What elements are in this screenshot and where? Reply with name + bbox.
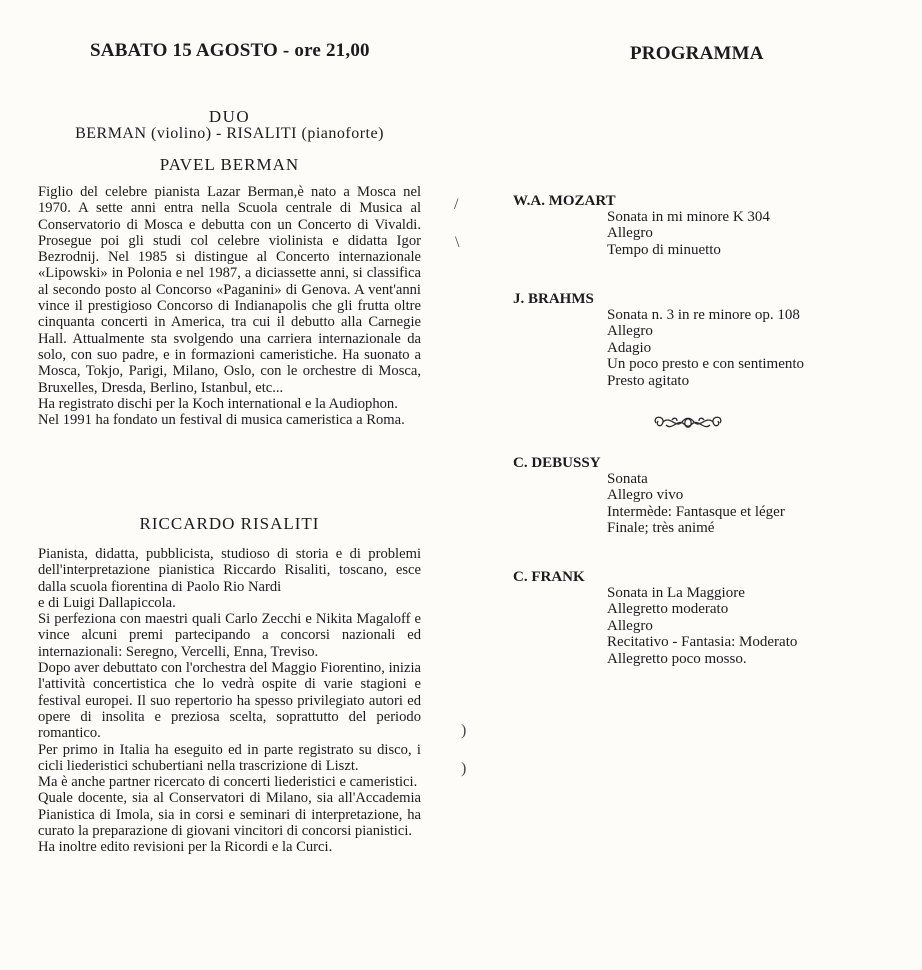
bio-paragraph: Si perfeziona con maestri quali Carlo Zecchi e Nikita Magaloff e vince alcuni premi partecipando a concorsi nazionali ed internazionali: Seregno, Vercelli, Enna, Treviso. [38, 611, 421, 660]
bio-paragraph: Pianista, didatta, pubblicista, studioso di storia e di problemi dell'interpretazione pianistica Riccardo Risaliti, toscano, esce dalla scuola fiorentina di Paolo Rio Nardi [38, 546, 421, 595]
bio-paragraph: Nel 1991 ha fondato un festival di musica cameristica a Roma. [38, 412, 405, 429]
concert-date: SABATO 15 AGOSTO - ore 21,00 [90, 40, 370, 61]
binding-mark: ) [461, 760, 467, 777]
bio-paragraph: Per primo in Italia ha eseguito ed in parte registrato su disco, i cicli liederistici schubertiani nella trascrizione di Liszt. [38, 741, 421, 774]
work-item: Presto agitato [607, 372, 690, 389]
works-debussy [607, 471, 785, 537]
work-item: Allegretto moderato [607, 601, 729, 618]
bio-paragraph: Quale docente, sia al Conservatori di Milano, sia all'Accademia Pianistica di Imola, sia in corsi e seminari di interpretazione, ha curato la preparazione di giovani vincitori di concorsi pianistici. [38, 790, 421, 840]
bio-paragraph: e di Luigi Dallapiccola. [38, 594, 176, 611]
bio-name-berman: PAVEL BERMAN [159, 155, 300, 174]
work-item: Sonata n. 3 in re minore op. 108 [607, 307, 800, 323]
duo-label: DUO [208, 107, 251, 126]
work-item: Allegro [607, 323, 653, 340]
work-item: Allegro [607, 617, 653, 634]
work-item: Allegro vivo [607, 487, 684, 504]
bio-name-risaliti: RICCARDO RISALITI [139, 514, 320, 533]
work-item: Un poco presto e con sentimento [607, 356, 805, 373]
bio-paragraph: Ha inoltre edito revisioni per la Ricordi e la Curci. [38, 839, 333, 856]
work-item: Allegro [607, 225, 653, 242]
binding-mark: / [454, 196, 459, 213]
works-mozart [607, 209, 770, 258]
work-item: Tempo di minuetto [607, 241, 721, 258]
composer-frank: C. FRANK [513, 569, 585, 585]
bio-text-risaliti [38, 546, 421, 856]
composer-mozart: W.A. MOZART [513, 193, 616, 209]
work-item: Recitativo - Fantasia: Moderato [607, 634, 798, 651]
work-item: Sonata [607, 471, 648, 487]
work-item: Adagio [607, 339, 652, 356]
composer-brahms: J. BRAHMS [513, 291, 594, 307]
bio-paragraph: Dopo aver debuttato con l'orchestra del Maggio Fiorentino, inizia l'attività concertistica che lo vedrà ospite di varie stagioni e festival europei. Il suo repertorio ha spesso privilegiato autori ed opere di insolita e preziosa scelta, soprattutto del periodo romantico. [38, 660, 421, 742]
scroll-flourish-ornament-icon [650, 412, 726, 434]
work-item: Allegretto poco mosso. [607, 650, 747, 667]
program-title: PROGRAMMA [630, 43, 764, 64]
bio-text-berman [38, 184, 421, 428]
bio-paragraph: Figlio del celebre pianista Lazar Berman,è nato a Mosca nel 1970. A sette anni entra nella Scuola centrale di Musica al Conservatorio di Mosca e debutta con un Concerto di Vivaldi. Prosegue poi gli studi col celebre violinista e didatta Igor Bezrodnij. Nel 1985 si distingue al Concerto internazionale «Lipowski» in Polonia e nel 1987, a diciassette anni, si classifica al secondo posto al Concorso «Paganini» di Genova. A vent'anni vince il prestigioso Concorso di Indianapolis che gli frutta oltre cinquanta concerti in America, tra cui il debutto alla Carnegie Hall. Attualmente sta svolgendo una carriera internazionale da solo, con suo padre, e in formazioni cameristiche. Ha suonato a Mosca, Tokjo, Parigi, Milano, Oslo, con le orchestre di Mosca, Bruxelles, Dresda, Berlino, Istanbul, etc... [38, 184, 421, 396]
work-item: Sonata in La Maggiore [607, 585, 745, 601]
work-item: Sonata in mi minore K 304 [607, 209, 770, 225]
works-brahms [607, 307, 804, 389]
work-item: Finale; très animé [607, 520, 715, 537]
bio-paragraph: Ha registrato dischi per la Koch international e la Audiophon. [38, 395, 398, 412]
binding-mark: ) [461, 722, 467, 739]
bio-paragraph: Ma è anche partner ricercato di concerti liederistici e cameristici. [38, 774, 418, 791]
duo-names: BERMAN (violino) - RISALITI (pianoforte) [75, 125, 384, 142]
works-frank [607, 585, 797, 667]
composer-debussy: C. DEBUSSY [513, 455, 601, 471]
binding-mark: \ [455, 234, 460, 251]
work-item: Intermède: Fantasque et léger [607, 503, 785, 520]
